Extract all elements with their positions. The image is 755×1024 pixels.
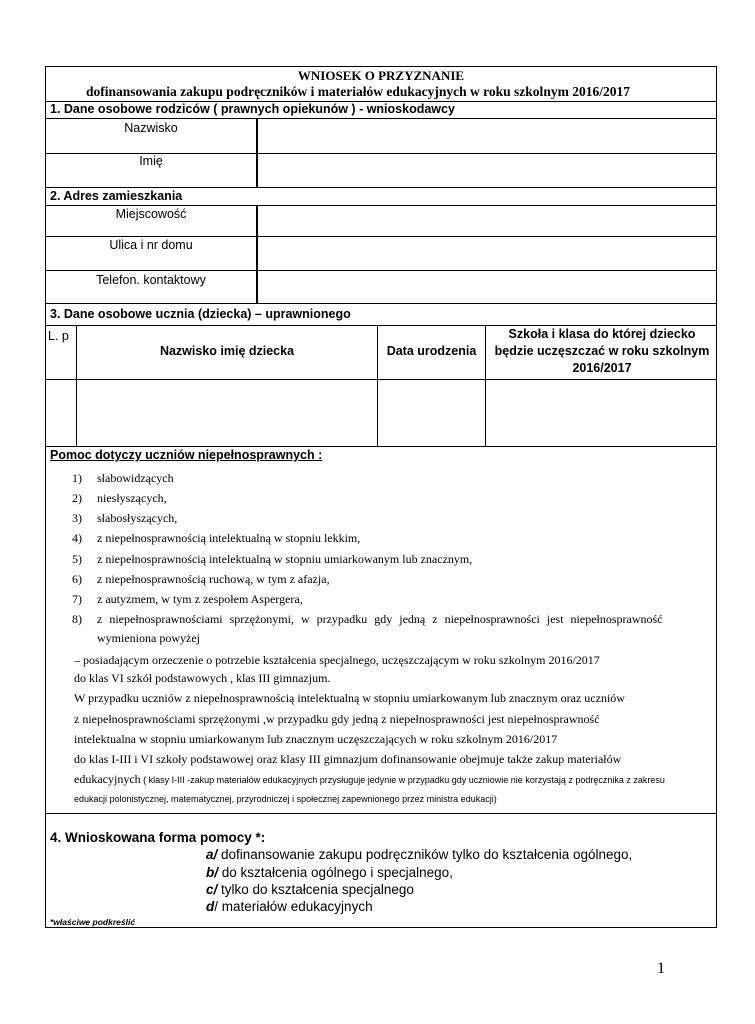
page-number: 1 <box>657 960 665 977</box>
street-label: Ulica i nr domu <box>109 238 193 252</box>
col-school-line1: Szkoła i klasa do której dziecko <box>508 327 696 341</box>
paragraph-line: edukacyjnych ( klasy I-III -zakup materiałów edukacyjnych przysługuje jedynie w przypadku gdy uczniowie nie korzystają z podręcznika z zakresu <box>74 772 665 786</box>
form-subtitle: dofinansowania zakupu podręczników i materiałów edukacyjnych w roku szkolnym 2016/2017 <box>86 84 630 99</box>
first-name-field[interactable] <box>258 154 716 187</box>
street-field[interactable] <box>258 237 716 270</box>
option-b[interactable]: b/ do kształcenia ogólnego i specjalnego, <box>206 865 453 880</box>
section-2-heading: 2. Adres zamieszkania <box>50 189 183 203</box>
city-field[interactable] <box>258 206 716 236</box>
paragraph-line: intelektualna w stopniu umiarkowanym lub znacznym uczęszczających w roku szkolnym 2016/2017 <box>74 732 558 746</box>
phone-label: Telefon. kontaktowy <box>96 273 206 287</box>
help-heading: Pomoc dotyczy uczniów niepełnosprawnych : <box>50 448 323 462</box>
col-child-name: Nazwisko imię dziecka <box>159 344 295 358</box>
option-a[interactable]: a/ dofinansowanie zakupu podręczników tylko do kształcenia ogólnego, <box>206 847 633 862</box>
col-school-line3: 2016/2017 <box>572 361 632 375</box>
col-birth-date: Data urodzenia <box>386 344 477 358</box>
city-label: Miejscowość <box>115 207 187 221</box>
child-school-cell[interactable] <box>486 380 716 446</box>
footnote: *właściwe podkreślić <box>50 917 136 927</box>
list-item-8-continuation: wymieniona powyżej <box>97 631 200 645</box>
option-c[interactable]: c/ tylko do kształcenia specjalnego <box>206 882 414 897</box>
application-form: WNIOSEK O PRZYZNANIE dofinansowania zakupu podręczników i materiałów edukacyjnych w roku szkolnym 2016/2017 1. Dane osobowe rodziców ( prawnych opiekunów ) - wnioskodawcy Nazwisko Imię 2. Adres zamieszkania Miejscowość Ulica i nr domu Telefon. kontaktowy 3. Dane osobowe ucznia (dziecka) – uprawnionego L. p Nazwisko imię dziecka Data urodzenia Szkoła i klasa do której dziecko będzie uczęszczać w roku szkolnym 2016/2017 Pomoc dotyczy uczniów niepełnosprawnych : 1) słabowidzących 2) niesłyszących, 3) słabosłyszących, 4) z niepełnosprawnością intelektualną w stopniu lekkim, 5) z niepełnosprawnością intelektualną w stopniu umiarkowanym lub znacznym, 6) z niepełnosprawnością ruchową, w tym z afazja, 7) z autyzmem, w tym z zespołem Aspergera, 8) z niepełnosprawnościami sprzężonymi, w przypadku gdy jedną z niepełnosprawności jest niepełnosprawność wymieniona powyżej – posiadającym orzeczenie o potrzebie kształcenia specjalnego, uczęszczającym w roku szkolnym 2016/2017 do klas VI szkół podstawowych , klas III gimnazjum. W przypadku uczniów z niepełnosprawnością intelektualną w stopniu umiarkowanym lub znacznym oraz uczniów z niepełnosprawnościami sprzężonymi ,w przypadku gdy jedną z niepełnosprawności jest niepełnosprawność intelektualna w stopniu umiarkowanym lub znacznym uczęszczających w roku szkolnym 2016/2017 do klas I-III i VI szkoły podstawowej oraz klasy III gimnazjum dofinansowanie obejmuje także zakup materiałów edukacyjnych ( klasy I-III -zakup materiałów edukacyjnych przysługuje jedynie w przypadku gdy uczniowie nie korzystają z podręcznika z zakresu edukacji polonistycznej, matematycznej, przyrodniczej i społecznej zapewnionego przez ministra edukacji) 4. Wnioskowana forma pomocy *: a/ dofinansowanie zakupu podręczników tylko do kształcenia ogólnego, b/ do kształcenia ogólnego i specjalnego, c/ tylko do kształcenia specjalnego d/ materiałów edukacyjnych *właściwe podkreślić <box>45 66 717 928</box>
col-lp: L. p <box>48 329 69 343</box>
surname-label: Nazwisko <box>124 121 178 135</box>
paragraph-line: edukacji polonistycznej, matematycznej, przyrodniczej i społecznej zapewnionego przez ministra edukacji) <box>74 794 497 804</box>
child-birth-cell[interactable] <box>378 380 485 446</box>
first-name-label: Imię <box>139 154 163 168</box>
phone-field[interactable] <box>258 271 716 303</box>
paragraph-line: z niepełnosprawnościami sprzężonymi ,w przypadku gdy jedną z niepełnosprawności jest niepełnosprawność <box>74 712 600 726</box>
paragraph-line: do klas VI szkół podstawowych , klas III gimnazjum. <box>74 671 331 685</box>
col-school-line2: będzie uczęszczać w roku szkolnym <box>494 344 710 358</box>
surname-field[interactable] <box>258 119 716 153</box>
form-title: WNIOSEK O PRZYZNANIE <box>297 68 465 83</box>
section-4-heading: 4. Wnioskowana forma pomocy *: <box>50 830 266 845</box>
paragraph-line: do klas I-III i VI szkoły podstawowej oraz klasy III gimnazjum dofinansowanie obejmuje także zakup materiałów <box>74 752 622 766</box>
child-lp-cell[interactable] <box>46 380 76 446</box>
child-name-cell[interactable] <box>77 380 377 446</box>
section-3-heading: 3. Dane osobowe ucznia (dziecka) – uprawnionego <box>50 307 351 321</box>
paragraph-line: W przypadku uczniów z niepełnosprawnością intelektualną w stopniu umiarkowanym lub znacznym oraz uczniów <box>74 691 625 705</box>
paragraph-line: – posiadającym orzeczenie o potrzebie kształcenia specjalnego, uczęszczającym w roku szkolnym 2016/2017 <box>74 653 600 667</box>
section-1-heading: 1. Dane osobowe rodziców ( prawnych opiekunów ) - wnioskodawcy <box>50 102 455 116</box>
option-d[interactable]: d/ materiałów edukacyjnych <box>206 899 373 914</box>
